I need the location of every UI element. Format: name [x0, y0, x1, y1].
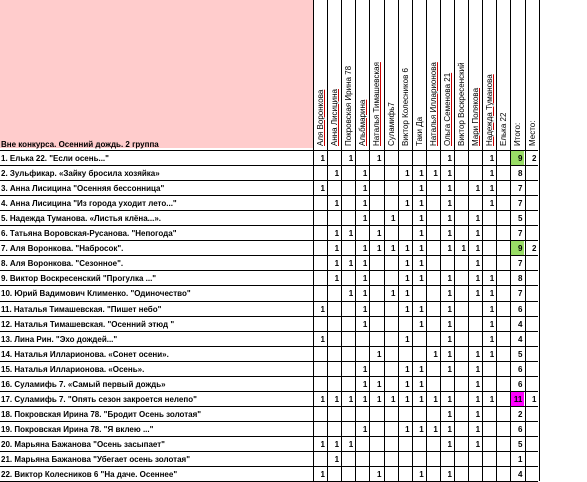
row-label-1[interactable]: 1. Елька 22. "Если осень...": [1, 154, 109, 163]
column-header-label: Надежда Туманова: [485, 74, 495, 146]
column-header-4[interactable]: [369, 0, 383, 150]
vote-cell[interactable]: 1: [489, 274, 495, 284]
column-header-12[interactable]: [482, 0, 496, 150]
row-label-19[interactable]: 19. Покровская Ирина 78. "Я вклею ...": [1, 424, 154, 434]
vote-cell[interactable]: 1: [405, 199, 410, 209]
place-cell[interactable]: [524, 166, 538, 181]
grid-line: [0, 225, 538, 226]
vote-cell[interactable]: 1: [419, 214, 424, 224]
vote-cell[interactable]: 1: [376, 470, 382, 480]
row-label-20[interactable]: 20. Марьяна Бажанова "Осень засыпает": [1, 439, 165, 449]
row-label-21[interactable]: 21. Марьяна Бажанова "Убегает осень золотая": [1, 455, 190, 464]
vote-cell[interactable]: 1: [447, 319, 452, 329]
row-label-14[interactable]: 14. Наталья Илларионова. «Сонет осени».: [1, 349, 169, 359]
grid-line: [0, 451, 538, 452]
column-header-13[interactable]: [496, 0, 510, 150]
column-header-15[interactable]: [525, 0, 539, 150]
row-label-3[interactable]: 3. Анна Лисицина "Осенняя бессонница": [1, 184, 165, 194]
place-cell[interactable]: [524, 317, 538, 332]
grid-line: [0, 361, 538, 362]
vote-cell[interactable]: 1: [489, 154, 495, 163]
grid-line: [0, 421, 538, 422]
vote-cell[interactable]: 1: [334, 259, 340, 269]
vote-cell[interactable]: 1: [320, 154, 325, 163]
vote-cell[interactable]: 1: [447, 409, 452, 419]
group-title: Вне конкурса. Осенний дождь. 2 группа: [1, 140, 159, 149]
total-cell[interactable]: 7: [517, 289, 523, 299]
vote-cell[interactable]: 1: [475, 439, 481, 449]
vote-cell[interactable]: 1: [405, 244, 410, 254]
vote-cell[interactable]: 1: [320, 394, 325, 404]
column-header-11[interactable]: [468, 0, 482, 150]
column-header-label: Суламифь7: [386, 102, 396, 146]
vote-cell[interactable]: 1: [376, 349, 382, 359]
column-header-label: Наталья Тимашевская: [372, 62, 382, 146]
vote-cell[interactable]: 1: [475, 364, 481, 374]
vote-cell[interactable]: 1: [320, 439, 325, 449]
vote-cell[interactable]: 1: [376, 154, 382, 163]
grid-line: [0, 285, 538, 286]
vote-cell[interactable]: 1: [391, 394, 396, 404]
place-cell[interactable]: 1: [531, 394, 537, 404]
column-header-label: Анна Лисицина: [330, 89, 340, 146]
vote-cell[interactable]: 1: [419, 364, 424, 374]
place-cell[interactable]: [524, 407, 538, 422]
total-cell[interactable]: 9: [510, 241, 524, 256]
row-label-4[interactable]: 4. Анна Лисицина "Из города уходит лето...": [1, 199, 177, 209]
column-header-10[interactable]: [454, 0, 468, 150]
vote-cell[interactable]: 1: [475, 409, 481, 419]
total-cell[interactable]: 6: [517, 364, 523, 374]
vote-cell[interactable]: 1: [419, 379, 424, 389]
vote-cell[interactable]: 1: [433, 169, 438, 179]
total-cell[interactable]: 8: [517, 274, 523, 284]
vote-cell[interactable]: 1: [405, 289, 410, 299]
total-cell[interactable]: 2: [517, 409, 523, 419]
grid-line: [0, 255, 538, 256]
vote-cell[interactable]: 1: [362, 289, 368, 299]
vote-cell[interactable]: 1: [419, 244, 424, 254]
grid-line: [0, 316, 538, 317]
column-header-label: Виктор Колесников 6: [400, 68, 410, 146]
vote-cell[interactable]: 1: [334, 394, 340, 404]
place-cell[interactable]: [524, 332, 538, 347]
vote-cell[interactable]: 1: [475, 289, 481, 299]
total-cell[interactable]: 1: [517, 455, 523, 464]
vote-cell[interactable]: 1: [362, 364, 368, 374]
vote-cell[interactable]: 1: [489, 199, 495, 209]
vote-cell[interactable]: 1: [391, 289, 396, 299]
place-cell[interactable]: [524, 286, 538, 301]
place-cell[interactable]: [524, 211, 538, 226]
total-cell[interactable]: 4: [517, 470, 523, 480]
vote-cell[interactable]: 1: [489, 184, 495, 194]
column-header-0[interactable]: [313, 0, 327, 150]
place-cell[interactable]: [524, 437, 538, 452]
vote-cell[interactable]: 1: [334, 199, 340, 209]
vote-cell[interactable]: 1: [376, 244, 382, 254]
column-header-label: Итого:: [513, 122, 523, 146]
vote-cell[interactable]: 1: [489, 334, 495, 344]
vote-cell[interactable]: 1: [447, 184, 452, 194]
vote-cell[interactable]: 1: [391, 244, 396, 254]
vote-cell[interactable]: 1: [405, 334, 410, 344]
row-label-18[interactable]: 18. Покровская Ирина 78. "Бродит Осень золотая": [1, 409, 202, 419]
vote-cell[interactable]: 1: [447, 199, 452, 209]
vote-cell[interactable]: 1: [475, 349, 481, 359]
vote-cell[interactable]: 1: [362, 424, 368, 434]
vote-cell[interactable]: 1: [475, 274, 481, 284]
vote-cell[interactable]: 1: [419, 470, 424, 480]
total-cell[interactable]: 4: [517, 319, 523, 329]
vote-cell[interactable]: 1: [447, 229, 452, 239]
grid-line: [0, 376, 538, 377]
column-header-label: Елька 22: [499, 112, 509, 146]
vote-cell[interactable]: 1: [405, 379, 410, 389]
row-label-6[interactable]: 6. Татьяна Воровская-Русанова. "Непогода": [1, 229, 177, 239]
vote-cell[interactable]: 1: [391, 214, 396, 224]
total-cell[interactable]: 5: [517, 349, 523, 359]
column-header-14[interactable]: [510, 0, 524, 150]
place-cell[interactable]: [524, 377, 538, 392]
grid-line: [0, 180, 538, 181]
column-header-1[interactable]: [327, 0, 341, 150]
vote-cell[interactable]: 1: [405, 274, 410, 284]
column-header-label: Мари Полякова: [471, 87, 481, 146]
vote-cell[interactable]: 1: [405, 364, 410, 374]
place-cell[interactable]: [524, 422, 538, 437]
grid-line: [0, 346, 538, 347]
vote-cell[interactable]: 1: [419, 394, 424, 404]
vote-cell[interactable]: 1: [320, 334, 325, 344]
vote-cell[interactable]: 1: [362, 184, 368, 194]
vote-cell[interactable]: 1: [419, 274, 424, 284]
total-cell[interactable]: 6: [517, 424, 523, 434]
total-cell[interactable]: 5: [517, 439, 523, 449]
vote-cell[interactable]: 1: [419, 424, 424, 434]
vote-cell[interactable]: 1: [489, 304, 495, 314]
grid-line: [0, 195, 538, 196]
column-header-3[interactable]: [355, 0, 369, 150]
grid-line: [0, 301, 538, 302]
place-cell[interactable]: [524, 362, 538, 377]
row-label-10[interactable]: 10. Юрий Вадимович Клименко. "Одиночество": [1, 289, 191, 299]
vote-cell[interactable]: 1: [433, 424, 438, 434]
vote-cell[interactable]: 1: [433, 349, 438, 359]
vote-cell[interactable]: 1: [376, 394, 382, 404]
vote-cell[interactable]: 1: [475, 424, 481, 434]
vote-cell[interactable]: 1: [348, 439, 354, 449]
row-label-9[interactable]: 9. Виктор Воскресенский "Прогулка ...": [1, 274, 157, 284]
grid-line: [0, 466, 538, 467]
total-cell[interactable]: 9: [510, 151, 524, 166]
column-header-5[interactable]: [384, 0, 398, 150]
vote-cell[interactable]: 1: [362, 259, 368, 269]
vote-cell[interactable]: 1: [447, 154, 452, 163]
vote-cell[interactable]: 1: [376, 379, 382, 389]
column-header-label: Место:: [527, 120, 537, 146]
column-header-6[interactable]: [398, 0, 412, 150]
vote-cell[interactable]: 1: [348, 394, 354, 404]
grid-line: [0, 436, 538, 437]
column-header-label: Таки Да: [414, 116, 424, 146]
total-cell[interactable]: 6: [517, 379, 523, 389]
total-cell[interactable]: 7: [517, 229, 523, 239]
column-header-label: Виктор Воскресенский: [457, 62, 466, 146]
vote-cell[interactable]: 1: [447, 169, 452, 179]
total-cell[interactable]: 5: [517, 214, 523, 224]
vote-cell[interactable]: 1: [447, 244, 452, 254]
vote-cell[interactable]: 1: [334, 244, 340, 254]
grid-line: [539, 0, 540, 481]
vote-cell[interactable]: 1: [447, 424, 452, 434]
vote-cell[interactable]: 1: [475, 229, 481, 239]
vote-cell[interactable]: 1: [348, 259, 354, 269]
vote-cell[interactable]: 1: [489, 349, 495, 359]
vote-cell[interactable]: 1: [475, 184, 481, 194]
vote-cell[interactable]: 1: [348, 154, 354, 163]
row-label-13[interactable]: 13. Лина Рин. "Эхо дождей...": [1, 334, 118, 344]
row-label-2[interactable]: 2. Зульфикар. «Зайку бросила хозяйка»: [1, 169, 160, 179]
total-cell[interactable]: 7: [517, 184, 523, 194]
vote-cell[interactable]: 1: [362, 319, 368, 329]
vote-cell[interactable]: 1: [489, 394, 495, 404]
vote-cell[interactable]: 1: [334, 439, 340, 449]
vote-cell[interactable]: 1: [320, 470, 325, 480]
total-cell[interactable]: 8: [517, 169, 523, 179]
header-fill: [0, 0, 313, 148]
grid-line: [0, 331, 538, 332]
place-cell[interactable]: [524, 347, 538, 362]
grid-line: [0, 150, 538, 151]
column-header-label: Наталья Илларионова: [428, 62, 438, 146]
column-header-2[interactable]: [341, 0, 355, 150]
grid-line: [0, 210, 538, 211]
place-cell[interactable]: 2: [531, 244, 537, 254]
vote-cell[interactable]: 1: [362, 379, 368, 389]
vote-cell[interactable]: 1: [419, 319, 424, 329]
vote-cell[interactable]: 1: [447, 364, 452, 374]
grid-line: [0, 270, 538, 271]
place-cell[interactable]: 2: [531, 154, 537, 163]
row-label-8[interactable]: 8. Аля Воронкова. "Сезонное".: [1, 259, 124, 269]
vote-cell[interactable]: 1: [320, 184, 325, 194]
column-header-9[interactable]: [440, 0, 454, 150]
vote-cell[interactable]: 1: [475, 394, 481, 404]
vote-cell[interactable]: 1: [447, 304, 452, 314]
vote-cell[interactable]: 1: [334, 169, 340, 179]
vote-cell[interactable]: 1: [447, 439, 452, 449]
place-cell[interactable]: [524, 452, 538, 467]
row-label-22[interactable]: 22. Виктор Колесников 6 "На даче. Осеннее": [1, 470, 178, 480]
vote-cell[interactable]: 1: [419, 304, 424, 314]
vote-cell[interactable]: 1: [461, 244, 466, 254]
total-cell[interactable]: 7: [517, 259, 523, 269]
total-cell[interactable]: 4: [517, 334, 523, 344]
vote-cell[interactable]: 1: [362, 169, 368, 179]
vote-cell[interactable]: 1: [419, 229, 424, 239]
vote-cell[interactable]: 1: [447, 349, 452, 359]
total-cell[interactable]: 11: [510, 392, 524, 407]
row-label-5[interactable]: 5. Надежда Туманова. «Листья клёна...».: [1, 214, 161, 224]
vote-cell[interactable]: 1: [362, 214, 368, 224]
vote-cell[interactable]: 1: [405, 169, 410, 179]
vote-cell[interactable]: 1: [334, 274, 340, 284]
vote-cell[interactable]: 1: [489, 289, 495, 299]
vote-cell[interactable]: 1: [405, 394, 410, 404]
vote-cell[interactable]: 1: [489, 319, 495, 329]
vote-cell[interactable]: 1: [362, 244, 368, 254]
column-header-label: Ольга Семенова 21: [442, 72, 452, 146]
row-label-11[interactable]: 11. Наталья Тимашевская. "Пишет небо": [1, 304, 162, 314]
grid-line: [0, 406, 538, 407]
vote-cell[interactable]: 1: [362, 199, 368, 209]
vote-cell[interactable]: 1: [419, 259, 424, 269]
column-header-7[interactable]: [412, 0, 426, 150]
total-cell[interactable]: 6: [517, 304, 523, 314]
vote-cell[interactable]: 1: [447, 334, 452, 344]
vote-cell[interactable]: 1: [362, 394, 368, 404]
column-header-label: Покровская Ирина 78: [344, 65, 354, 146]
total-cell[interactable]: 7: [517, 199, 523, 209]
row-label-12[interactable]: 12. Наталья Тимашевская. "Осенний этюд ": [1, 319, 175, 329]
vote-cell[interactable]: 1: [447, 289, 452, 299]
grid-line: [0, 240, 538, 241]
vote-cell[interactable]: 1: [348, 289, 354, 299]
row-label-17[interactable]: 17. Суламифь 7. "Опять сезон закроется нелепо": [1, 394, 197, 404]
vote-cell[interactable]: 1: [475, 259, 481, 269]
vote-cell[interactable]: 1: [334, 229, 340, 239]
place-cell[interactable]: [524, 196, 538, 211]
row-label-15[interactable]: 15. Наталья Илларионова. «Осень».: [1, 364, 145, 374]
vote-cell[interactable]: 1: [320, 304, 325, 314]
row-label-16[interactable]: 16. Суламифь 7. «Самый первый дождь»: [1, 379, 166, 389]
vote-cell[interactable]: 1: [334, 455, 340, 464]
grid-line: [0, 165, 538, 166]
vote-cell[interactable]: 1: [447, 274, 452, 284]
column-header-8[interactable]: [426, 0, 440, 150]
vote-cell[interactable]: 1: [405, 259, 410, 269]
place-cell[interactable]: [524, 181, 538, 196]
vote-cell[interactable]: 1: [376, 229, 382, 239]
vote-cell[interactable]: 1: [447, 214, 452, 224]
vote-cell[interactable]: 1: [433, 394, 438, 404]
vote-cell[interactable]: 1: [475, 244, 481, 254]
column-header-label: Аля Воронкова: [316, 89, 325, 146]
row-label-7[interactable]: 7. Аля Воронкова. "Набросок".: [1, 244, 124, 254]
vote-cell[interactable]: 1: [489, 169, 495, 179]
vote-cell[interactable]: 1: [405, 424, 410, 434]
place-cell[interactable]: [524, 467, 538, 482]
vote-cell[interactable]: 1: [348, 229, 354, 239]
vote-cell[interactable]: 1: [362, 304, 368, 314]
vote-cell[interactable]: 1: [419, 199, 424, 209]
vote-cell[interactable]: 1: [419, 184, 424, 194]
vote-cell[interactable]: 1: [405, 304, 410, 314]
vote-cell[interactable]: 1: [362, 274, 368, 284]
vote-cell[interactable]: 1: [447, 470, 452, 480]
vote-cell[interactable]: 1: [447, 394, 452, 404]
place-cell[interactable]: [524, 226, 538, 241]
vote-cell[interactable]: 1: [475, 214, 481, 224]
place-cell[interactable]: [524, 302, 538, 317]
grid-line: [0, 391, 538, 392]
vote-cell[interactable]: 1: [419, 169, 424, 179]
column-header-label: Альбмарина: [358, 99, 368, 146]
vote-cell[interactable]: 1: [475, 379, 481, 389]
